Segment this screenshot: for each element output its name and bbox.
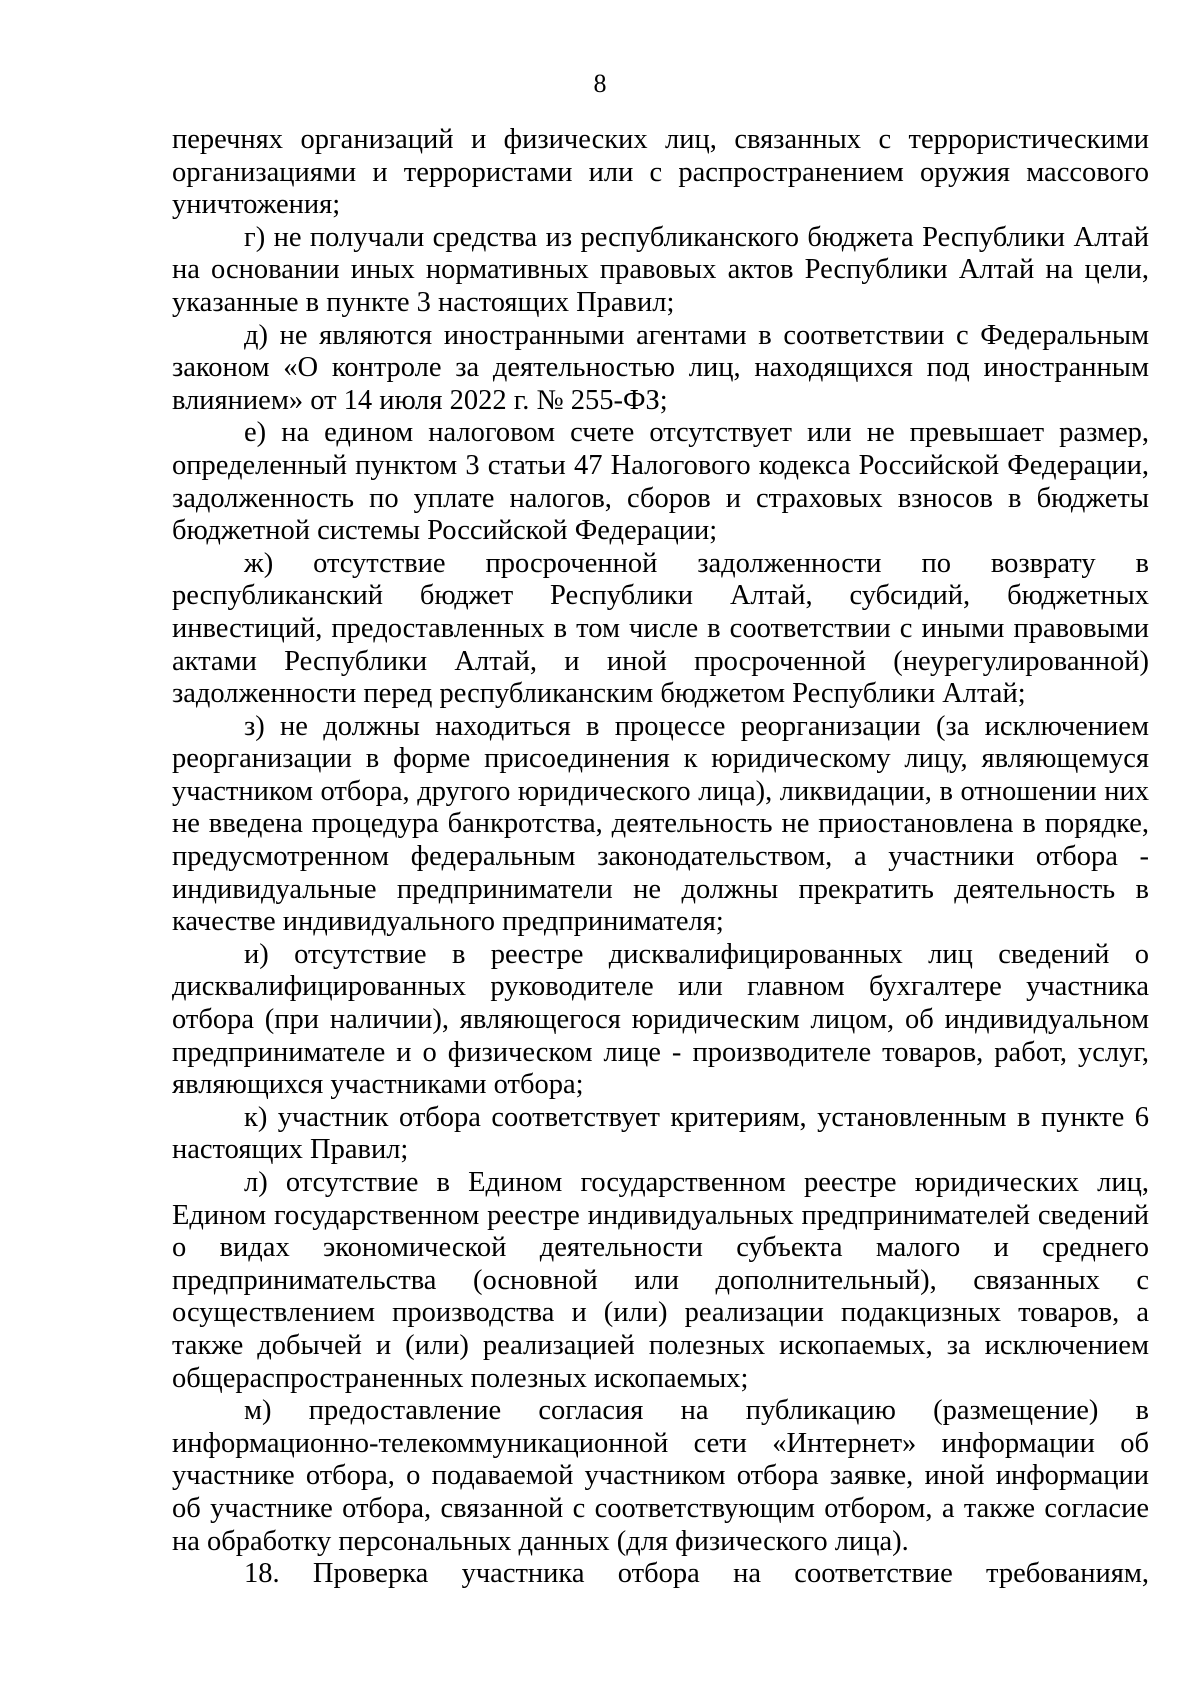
paragraph-item-e: е) на едином налоговом счете отсутствует или не превышает размер, определенный пунктом 3 статьи 47 Налогового кодекса Российской Федерации, задолженность по уплате налогов, сборов и страховых взносов в бюджеты бюджетной системы Российской Федерации; (172, 417, 1149, 547)
paragraph-item-i: и) отсутствие в реестре дисквалифицированных лиц сведений о дисквалифицированных руководителе или главном бухгалтере участника отбора (при наличии), являющегося юридическим лицом, об индивидуальном предпринимателе и о физическом лице - производителе товаров, работ, услуг, являющихся участниками отбора; (172, 938, 1149, 1101)
paragraph-continuation: перечнях организаций и физических лиц, связанных с террористическими организациями и террористами или с распространением оружия массового уничтожения; (172, 124, 1149, 221)
document-body (172, 124, 1149, 1591)
paragraph-item-k: к) участник отбора соответствует критериям, установленным в пункте 6 настоящих Правил; (172, 1101, 1149, 1166)
paragraph-item-g: г) не получали средства из республиканского бюджета Республики Алтай на основании иных нормативных правовых актов Республики Алтай на цели, указанные в пункте 3 настоящих Правил; (172, 221, 1149, 318)
paragraph-section-18: 18. Проверка участника отбора на соответствие требованиям, (244, 1558, 1149, 1590)
paragraph-item-d: д) не являются иностранными агентами в соответствии с Федеральным законом «О контроле за деятельностью лиц, находящихся под иностранным влиянием» от 14 июля 2022 г. № 255-ФЗ; (172, 319, 1149, 416)
paragraph-item-zh: ж) отсутствие просроченной задолженности по возврату в республиканский бюджет Республики Алтай, субсидий, бюджетных инвестиций, предоставленных в том числе в соответствии с иными правовыми актами Республики Алтай, и иной просроченной (неурегулированной) задолженности перед республиканским бюджетом Республики Алтай; (172, 547, 1149, 710)
paragraph-item-z: з) не должны находиться в процессе реорганизации (за исключением реорганизации в форме присоединения к юридическому лицу, являющемуся участником отбора, другого юридического лица), ликвидации, в отношении них не введена процедура банкротства, деятельность не приостановлена в порядке, предусмотренном федеральным законодательством, а участники отбора - индивидуальные предприниматели не должны прекратить деятельность в качестве индивидуального предпринимателя; (172, 710, 1149, 938)
paragraph-item-l: л) отсутствие в Едином государственном реестре юридических лиц, Едином государственном реестре индивидуальных предпринимателей сведений о видах экономической деятельности субъекта малого и среднего предпринимательства (основной или дополнительный), связанных с осуществлением производства и (или) реализации подакцизных товаров, а также добычей и (или) реализацией полезных ископаемых, за исключением общераспространенных полезных ископаемых; (172, 1167, 1149, 1394)
paragraph-item-m: м) предоставление согласия на публикацию (размещение) в информационно-телекоммуникационной сети «Интернет» информации об участнике отбора, о подаваемой участником отбора заявке, иной информации об участнике отбора, связанной с соответствующим отбором, а также согласие на обработку персональных данных (для физического лица). (172, 1395, 1149, 1557)
page-number: 8 (593, 69, 607, 98)
